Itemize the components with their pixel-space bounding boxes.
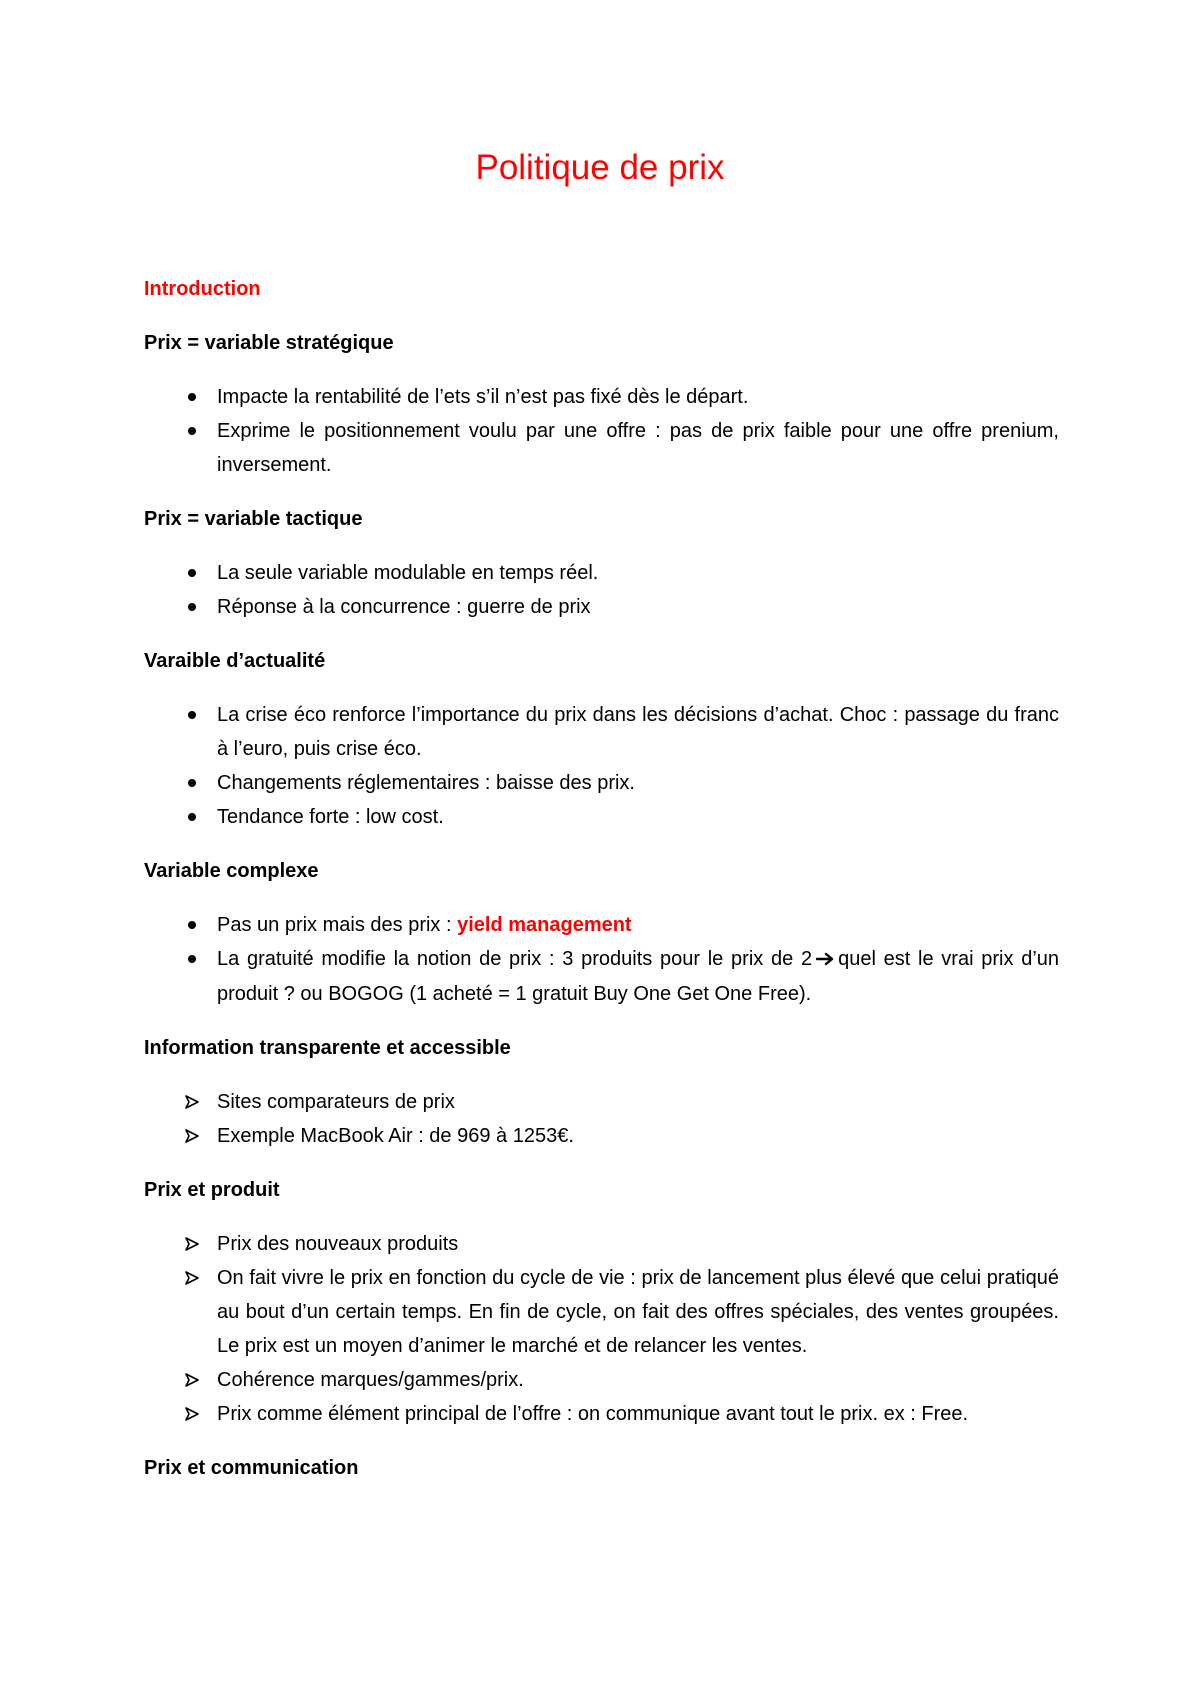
arrow-list-produit	[144, 1227, 1059, 1431]
bullet-icon	[182, 800, 202, 834]
section-heading-produit: Prix et produit	[144, 1178, 280, 1201]
bullet-icon	[182, 766, 202, 800]
section-heading-information: Information transparente et accessible	[144, 1036, 511, 1059]
bullet-icon	[182, 414, 202, 448]
list-item	[144, 1363, 1059, 1397]
list-item	[144, 1085, 1059, 1119]
bullet-icon	[182, 380, 202, 414]
arrowhead-bullet-icon	[182, 1085, 202, 1119]
arrow-list-information	[144, 1085, 1059, 1153]
bullet-icon	[182, 942, 202, 976]
list-item	[144, 1119, 1059, 1153]
list-item-text: La crise éco renforce l’importance du prix dans les décisions d’achat. Choc : passage du franc à l’euro, puis crise éco.	[217, 704, 1059, 760]
arrowhead-bullet-icon	[182, 1363, 202, 1397]
list-item-text: Cohérence marques/gammes/prix.	[217, 1368, 524, 1391]
section-heading-tactique: Prix = variable tactique	[144, 508, 363, 530]
yield-management-highlight: yield management	[457, 914, 632, 936]
list-item	[144, 380, 1059, 414]
section-heading-complexe: Variable complexe	[144, 860, 319, 882]
list-item	[144, 698, 1059, 766]
list-item	[144, 1261, 1059, 1363]
list-item-text: Réponse à la concurrence : guerre de prix	[217, 596, 591, 618]
bullet-icon	[182, 908, 202, 942]
arrowhead-bullet-icon	[182, 1119, 202, 1153]
bullet-list-strategique	[144, 380, 1059, 482]
list-item-text: Tendance forte : low cost.	[217, 806, 444, 828]
list-item-text: Changements réglementaires : baisse des prix.	[217, 772, 635, 794]
bullet-icon	[182, 556, 202, 590]
bullet-icon	[182, 590, 202, 624]
list-item-text-continued: quel est le vrai prix d’un produit ? ou BOGOG (1 acheté = 1 gratuit Buy One Get One Free).	[217, 948, 1060, 1005]
bullet-list-complexe	[144, 908, 1059, 1011]
introduction-heading: Introduction	[144, 278, 261, 300]
list-item-text: On fait vivre le prix en fonction du cycle de vie : prix de lancement plus élevé que celui pratiqué au bout d’un certain temps. En fin de cycle, on fait des offres spéciales, des ventes groupées. Le prix est un moyen d’animer le marché et de relancer les ventes.	[217, 1266, 1059, 1357]
list-item	[144, 908, 1059, 942]
list-item	[144, 766, 1059, 800]
right-arrow-icon	[816, 943, 834, 977]
arrowhead-bullet-icon	[182, 1261, 202, 1295]
document-body	[144, 272, 1059, 1505]
bullet-list-tactique	[144, 556, 1059, 624]
list-item	[144, 590, 1059, 624]
page-title: Politique de prix	[475, 148, 725, 187]
list-item-text: Sites comparateurs de prix	[217, 1090, 455, 1113]
section-heading-actualite: Varaible d’actualité	[144, 650, 326, 672]
list-item	[144, 414, 1059, 482]
list-item-text: Exemple MacBook Air : de 969 à 1253€.	[217, 1124, 574, 1147]
list-item	[144, 556, 1059, 590]
bullet-list-actualite	[144, 698, 1059, 834]
section-heading-strategique: Prix = variable stratégique	[144, 332, 394, 354]
list-item	[144, 1397, 1059, 1431]
arrowhead-bullet-icon	[182, 1227, 202, 1261]
list-item-text: Pas un prix mais des prix :	[217, 914, 458, 936]
list-item-text: La gratuité modifie la notion de prix : 3 produits pour le prix de 2	[217, 948, 813, 970]
list-item	[144, 1227, 1059, 1261]
bullet-icon	[182, 698, 202, 732]
list-item	[144, 942, 1059, 1011]
list-item	[144, 800, 1059, 834]
list-item-text: La seule variable modulable en temps réel.	[217, 562, 599, 584]
list-item-text: Exprime le positionnement voulu par une offre : pas de prix faible pour une offre prenium, inversement.	[217, 420, 1059, 476]
list-item-text: Prix comme élément principal de l’offre : on communique avant tout le prix. ex : Free.	[217, 1402, 969, 1425]
list-item-text: Impacte la rentabilité de l’ets s’il n’est pas fixé dès le départ.	[217, 386, 749, 408]
section-heading-communication: Prix et communication	[144, 1456, 359, 1479]
arrowhead-bullet-icon	[182, 1397, 202, 1431]
list-item-text: Prix des nouveaux produits	[217, 1232, 459, 1255]
